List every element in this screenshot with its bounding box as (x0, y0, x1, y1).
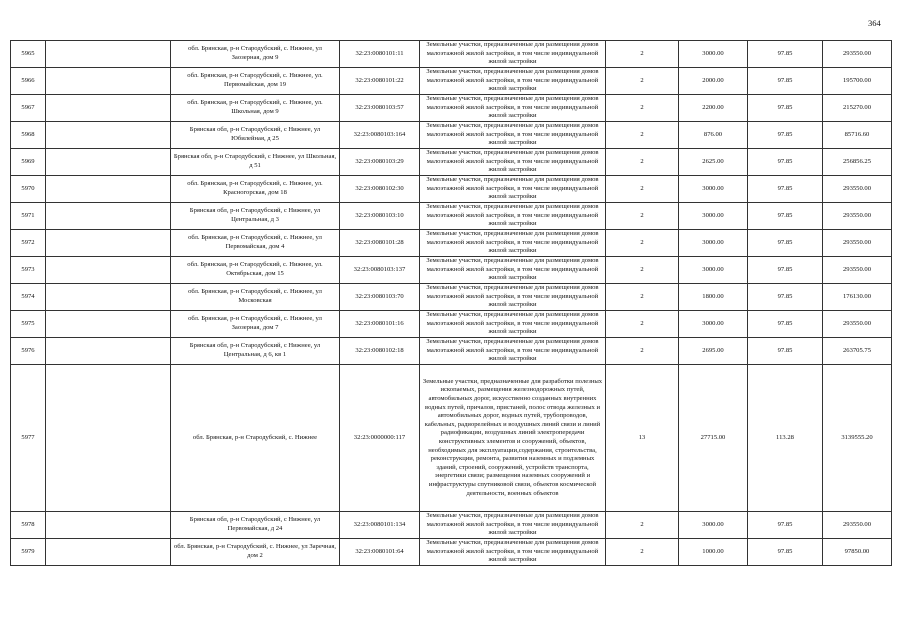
address-cell: обл. Брянская, р-н Стародубский, с. Нижнее, ул Заозерная, дом 7 (171, 311, 340, 338)
specific-value-cell: 97.85 (748, 95, 823, 122)
cadastral-number-cell: 32:23:0080101:22 (340, 68, 420, 95)
cadastral-number-cell: 32:23:0080101:64 (340, 539, 420, 566)
table-row (11, 365, 892, 512)
address-cell: обл. Брянская, р-н Стародубский, с. Нижнее, ул Первомайская, дом 4 (171, 230, 340, 257)
row-number-cell: 5977 (11, 365, 46, 512)
area-cell: 3000.00 (679, 512, 748, 539)
group-number-cell: 2 (606, 257, 679, 284)
land-use-cell: Земельные участки, предназначенные для размещения домов малоэтажной жилой застройки, в том числе индивидуальной жилой застройки (420, 41, 606, 68)
blank-cell (46, 176, 171, 203)
table-row (11, 122, 892, 149)
address-cell: Брянская обл, р-н Стародубский, с Нижнее, ул Юбилейная, д 25 (171, 122, 340, 149)
cadastral-number-cell: 32:23:0080103:57 (340, 95, 420, 122)
blank-cell (46, 95, 171, 122)
cadastral-value-cell: 293550.00 (823, 230, 892, 257)
blank-cell (46, 68, 171, 95)
specific-value-cell: 97.85 (748, 512, 823, 539)
land-use-cell: Земельные участки, предназначенные для размещения домов малоэтажной жилой застройки, в том числе индивидуальной жилой застройки (420, 68, 606, 95)
area-cell: 3000.00 (679, 176, 748, 203)
area-cell: 3000.00 (679, 230, 748, 257)
cadastral-value-cell: 293550.00 (823, 311, 892, 338)
address-cell: обл. Брянская, р-н Стародубский, с. Нижнее, ул. Первомайская, дом 19 (171, 68, 340, 95)
area-cell: 876.00 (679, 122, 748, 149)
table-row (11, 539, 892, 566)
address-cell: Брянская обл, р-н Стародубский, с Нижнее, ул Первомайская, д 24 (171, 512, 340, 539)
blank-cell (46, 311, 171, 338)
row-number-cell: 5979 (11, 539, 46, 566)
group-number-cell: 2 (606, 203, 679, 230)
specific-value-cell: 97.85 (748, 68, 823, 95)
cadastral-number-cell: 32:23:0080103:70 (340, 284, 420, 311)
address-cell: обл. Брянская, р-н Стародубский, с. Нижнее, ул Заречная, дом 2 (171, 539, 340, 566)
land-use-cell: Земельные участки, предназначенные для размещения домов малоэтажной жилой застройки, в том числе индивидуальной жилой застройки (420, 95, 606, 122)
group-number-cell: 2 (606, 284, 679, 311)
blank-cell (46, 122, 171, 149)
area-cell: 3000.00 (679, 311, 748, 338)
table-row (11, 68, 892, 95)
blank-cell (46, 257, 171, 284)
land-use-cell: Земельные участки, предназначенные для размещения домов малоэтажной жилой застройки, в том числе индивидуальной жилой застройки (420, 284, 606, 311)
land-use-cell: Земельные участки, предназначенные для размещения домов малоэтажной жилой застройки, в том числе индивидуальной жилой застройки (420, 122, 606, 149)
blank-cell (46, 230, 171, 257)
address-cell: обл. Брянская, р-н Стародубский, с. Нижнее, ул. Красногорская, дом 18 (171, 176, 340, 203)
table-row (11, 41, 892, 68)
cadastral-number-cell: 32:23:0000000:117 (340, 365, 420, 512)
table-row (11, 230, 892, 257)
blank-cell (46, 203, 171, 230)
row-number-cell: 5969 (11, 149, 46, 176)
cadastral-value-cell: 3139555.20 (823, 365, 892, 512)
table-row (11, 176, 892, 203)
specific-value-cell: 97.85 (748, 257, 823, 284)
cadastral-value-cell: 263705.75 (823, 338, 892, 365)
land-use-cell: Земельные участки, предназначенные для размещения домов малоэтажной жилой застройки, в том числе индивидуальной жилой застройки (420, 176, 606, 203)
land-use-cell: Земельные участки, предназначенные для размещения домов малоэтажной жилой застройки, в том числе индивидуальной жилой застройки (420, 311, 606, 338)
table-row (11, 95, 892, 122)
specific-value-cell: 97.85 (748, 284, 823, 311)
cadastral-value-cell: 195700.00 (823, 68, 892, 95)
area-cell: 3000.00 (679, 41, 748, 68)
table-row (11, 311, 892, 338)
cadastral-value-cell: 293550.00 (823, 257, 892, 284)
cadastral-value-cell: 256856.25 (823, 149, 892, 176)
blank-cell (46, 539, 171, 566)
area-cell: 27715.00 (679, 365, 748, 512)
land-use-cell: Земельные участки, предназначенные для размещения домов малоэтажной жилой застройки, в том числе индивидуальной жилой застройки (420, 257, 606, 284)
area-cell: 2625.00 (679, 149, 748, 176)
specific-value-cell: 113.28 (748, 365, 823, 512)
blank-cell (46, 365, 171, 512)
row-number-cell: 5972 (11, 230, 46, 257)
specific-value-cell: 97.85 (748, 338, 823, 365)
blank-cell (46, 149, 171, 176)
area-cell: 1000.00 (679, 539, 748, 566)
land-use-cell: Земельные участки, предназначенные для размещения домов малоэтажной жилой застройки, в том числе индивидуальной жилой застройки (420, 230, 606, 257)
specific-value-cell: 97.85 (748, 311, 823, 338)
row-number-cell: 5965 (11, 41, 46, 68)
cadastral-number-cell: 32:23:0080103:29 (340, 149, 420, 176)
group-number-cell: 2 (606, 338, 679, 365)
blank-cell (46, 338, 171, 365)
area-cell: 2000.00 (679, 68, 748, 95)
address-cell: Брянская обл, р-н Стародубский, с Нижнее, ул Центральная, д 3 (171, 203, 340, 230)
table-row (11, 512, 892, 539)
group-number-cell: 2 (606, 512, 679, 539)
land-use-cell: Земельные участки, предназначенные для разработки полезных ископаемых, размещения железнодорожных путей, автомобильных дорог, искусственно созданных внутренних водных путей, причалов, пристаней, полос отвода железных и автомобильных дорог, водных путей, трубопроводов, кабельных, радиорелейных и воздушных линий связи и линий радиофикации, воздушных линий электропередачи конструктивных элементов и сооружений, объектов, необходимых для эксплуатации,содержания, строительства, реконструкции, ремонта, развития наземных и подземных зданий, строений, сооружений, устройств транспорта, энергетики связи; размещения наземных сооружений и инфраструктуры спутниковой связи, объектов космической деятельности, военных объектов (420, 365, 606, 512)
cadastral-number-cell: 32:23:0080102:30 (340, 176, 420, 203)
group-number-cell: 2 (606, 122, 679, 149)
blank-cell (46, 284, 171, 311)
specific-value-cell: 97.85 (748, 176, 823, 203)
cadastral-value-cell: 176130.00 (823, 284, 892, 311)
address-cell: обл. Брянская, р-н Стародубский, с. Нижнее, ул Московская (171, 284, 340, 311)
area-cell: 3000.00 (679, 203, 748, 230)
address-cell: Брянская обл, р-н Стародубский, с Нижнее, ул Центральная, д 6, кв 1 (171, 338, 340, 365)
row-number-cell: 5968 (11, 122, 46, 149)
area-cell: 3000.00 (679, 257, 748, 284)
land-use-cell: Земельные участки, предназначенные для размещения домов малоэтажной жилой застройки, в том числе индивидуальной жилой застройки (420, 512, 606, 539)
group-number-cell: 2 (606, 95, 679, 122)
cadastral-number-cell: 32:23:0080101:134 (340, 512, 420, 539)
cadastral-value-cell: 97850.00 (823, 539, 892, 566)
row-number-cell: 5970 (11, 176, 46, 203)
specific-value-cell: 97.85 (748, 122, 823, 149)
cadastral-value-cell: 215270.00 (823, 95, 892, 122)
group-number-cell: 2 (606, 41, 679, 68)
area-cell: 2200.00 (679, 95, 748, 122)
table-row (11, 257, 892, 284)
cadastral-number-cell: 32:23:0080102:18 (340, 338, 420, 365)
address-cell: обл. Брянская, р-н Стародубский, с. Нижнее, ул Заозерная, дом 9 (171, 41, 340, 68)
cadastral-value-cell: 85716.60 (823, 122, 892, 149)
land-use-cell: Земельные участки, предназначенные для размещения домов малоэтажной жилой застройки, в том числе индивидуальной жилой застройки (420, 539, 606, 566)
group-number-cell: 2 (606, 68, 679, 95)
address-cell: Брянская обл, р-н Стародубский, с Нижнее, ул Школьная, д 51 (171, 149, 340, 176)
land-use-cell: Земельные участки, предназначенные для размещения домов малоэтажной жилой застройки, в том числе индивидуальной жилой застройки (420, 338, 606, 365)
area-cell: 2695.00 (679, 338, 748, 365)
group-number-cell: 2 (606, 311, 679, 338)
table-row (11, 284, 892, 311)
cadastral-number-cell: 32:23:0080101:11 (340, 41, 420, 68)
specific-value-cell: 97.85 (748, 203, 823, 230)
table-row (11, 338, 892, 365)
cadastral-number-cell: 32:23:0080101:28 (340, 230, 420, 257)
area-cell: 1800.00 (679, 284, 748, 311)
cadastral-number-cell: 32:23:0080103:137 (340, 257, 420, 284)
address-cell: обл. Брянская, р-н Стародубский, с. Нижнее, ул. Октябрьская, дом 15 (171, 257, 340, 284)
specific-value-cell: 97.85 (748, 230, 823, 257)
cadastral-value-table (10, 40, 892, 566)
row-number-cell: 5973 (11, 257, 46, 284)
row-number-cell: 5971 (11, 203, 46, 230)
cadastral-number-cell: 32:23:0080103:10 (340, 203, 420, 230)
cadastral-value-cell: 293550.00 (823, 176, 892, 203)
table-row (11, 149, 892, 176)
land-use-cell: Земельные участки, предназначенные для размещения домов малоэтажной жилой застройки, в том числе индивидуальной жилой застройки (420, 149, 606, 176)
blank-cell (46, 512, 171, 539)
address-cell: обл. Брянская, р-н Стародубский, с. Нижнее (171, 365, 340, 512)
page-number: 364 (868, 18, 881, 28)
cadastral-value-cell: 293550.00 (823, 512, 892, 539)
group-number-cell: 2 (606, 176, 679, 203)
cadastral-number-cell: 32:23:0080101:16 (340, 311, 420, 338)
land-use-cell: Земельные участки, предназначенные для размещения домов малоэтажной жилой застройки, в том числе индивидуальной жилой застройки (420, 203, 606, 230)
table-row (11, 203, 892, 230)
group-number-cell: 2 (606, 230, 679, 257)
row-number-cell: 5966 (11, 68, 46, 95)
specific-value-cell: 97.85 (748, 149, 823, 176)
specific-value-cell: 97.85 (748, 539, 823, 566)
cadastral-value-cell: 293550.00 (823, 41, 892, 68)
group-number-cell: 13 (606, 365, 679, 512)
specific-value-cell: 97.85 (748, 41, 823, 68)
cadastral-value-cell: 293550.00 (823, 203, 892, 230)
group-number-cell: 2 (606, 149, 679, 176)
row-number-cell: 5974 (11, 284, 46, 311)
row-number-cell: 5976 (11, 338, 46, 365)
row-number-cell: 5975 (11, 311, 46, 338)
blank-cell (46, 41, 171, 68)
cadastral-number-cell: 32:23:0080103:164 (340, 122, 420, 149)
row-number-cell: 5967 (11, 95, 46, 122)
row-number-cell: 5978 (11, 512, 46, 539)
group-number-cell: 2 (606, 539, 679, 566)
address-cell: обл. Брянская, р-н Стародубский, с. Нижнее, ул. Школьная, дом 9 (171, 95, 340, 122)
